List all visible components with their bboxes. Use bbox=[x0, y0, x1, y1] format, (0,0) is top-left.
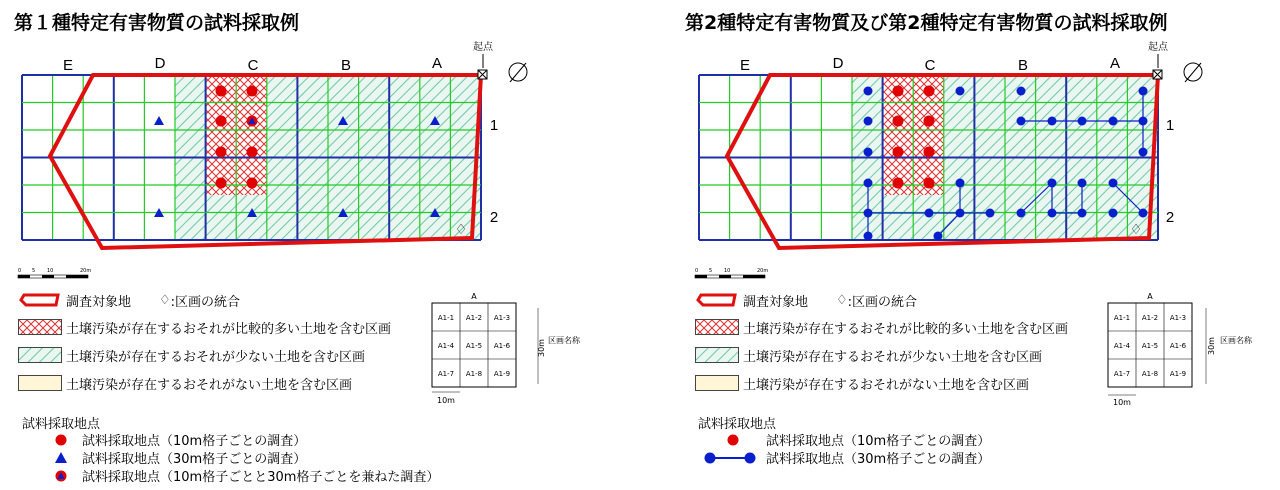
column-label: C bbox=[924, 57, 936, 74]
svg-text:A1-2: A1-2 bbox=[465, 314, 483, 322]
merge-icon: ♢ bbox=[1129, 222, 1143, 238]
svg-text:A1-1: A1-1 bbox=[1113, 314, 1131, 322]
svg-text:A1-7: A1-7 bbox=[1113, 370, 1131, 378]
sample-point-30m bbox=[1109, 117, 1118, 126]
sample-point-30m bbox=[956, 209, 965, 218]
column-label: B bbox=[1017, 57, 1029, 74]
svg-text:0: 0 bbox=[695, 268, 699, 274]
column-label: D bbox=[154, 55, 166, 72]
svg-text:A1-8: A1-8 bbox=[465, 370, 483, 378]
panel-type2 bbox=[640, 0, 1280, 490]
legend-high: 土壌汚染が存在するおそれが比較的多い土地を含む区画 bbox=[18, 317, 391, 337]
column-label: E bbox=[62, 57, 74, 74]
sample-point-30m bbox=[1078, 117, 1087, 126]
svg-text:A1-3: A1-3 bbox=[1169, 314, 1187, 322]
svg-text:A1-7: A1-7 bbox=[437, 370, 455, 378]
sample-point-30m bbox=[1017, 209, 1026, 218]
sample-point-30m bbox=[864, 232, 873, 241]
sample-point-10m bbox=[893, 116, 904, 127]
svg-text:A1-9: A1-9 bbox=[1169, 370, 1187, 378]
sample-point-30m bbox=[1048, 179, 1057, 188]
sample-point-10m bbox=[924, 116, 935, 127]
scale-bar bbox=[695, 268, 768, 278]
inset-grid bbox=[1108, 292, 1253, 407]
sample-point-30m bbox=[1139, 87, 1148, 96]
red-circle-icon bbox=[48, 433, 74, 447]
north-arrow-icon bbox=[509, 63, 527, 82]
points-title: 試料採取地点 bbox=[698, 417, 777, 432]
column-label: B bbox=[340, 57, 352, 74]
svg-text:20m: 20m bbox=[757, 268, 769, 274]
legend-none: 土壌汚染が存在するおそれがない土地を含む区画 bbox=[18, 373, 352, 393]
sample-point-10m bbox=[247, 86, 258, 97]
sample-point-30m bbox=[934, 232, 943, 241]
legend-site: 調査対象地 ♢ :区画の統合 bbox=[695, 290, 917, 310]
row-label: 1 bbox=[1165, 117, 1175, 134]
legend-point-10m: 試料採取地点（10m格子ごとの調査） bbox=[48, 430, 306, 449]
svg-text:A1-6: A1-6 bbox=[493, 342, 511, 350]
combined-point-icon bbox=[48, 469, 74, 483]
column-label: D bbox=[832, 55, 844, 72]
sample-point-30m bbox=[864, 87, 873, 96]
blue-triangle-icon bbox=[48, 451, 74, 465]
svg-text:5: 5 bbox=[709, 268, 713, 274]
sample-point-30m bbox=[1109, 179, 1118, 188]
sample-point-30m bbox=[1139, 148, 1148, 157]
scale-bar bbox=[18, 268, 91, 278]
legend-point-both: 試料採取地点（10m格子ごとと30m格子ごとを兼ねた調査） bbox=[48, 466, 439, 485]
sample-point-30m bbox=[1017, 117, 1026, 126]
sample-point-30m bbox=[1139, 209, 1148, 218]
merge-icon: ♢ bbox=[159, 292, 171, 308]
north-arrow-icon bbox=[1184, 63, 1202, 82]
sample-point-30m bbox=[1078, 209, 1087, 218]
inset-grid bbox=[432, 292, 581, 405]
red-circle-icon bbox=[700, 433, 760, 447]
legend-site: 調査対象地 ♢ :区画の統合 bbox=[18, 290, 240, 310]
sample-point-10m bbox=[924, 86, 935, 97]
svg-text:A1-9: A1-9 bbox=[493, 370, 511, 378]
sample-point-30m bbox=[864, 209, 873, 218]
legend-low: 土壌汚染が存在するおそれが少ない土地を含む区画 bbox=[695, 345, 1042, 365]
sample-point-30m bbox=[864, 117, 873, 126]
sample-point-30m bbox=[864, 148, 873, 157]
svg-text:A1-2: A1-2 bbox=[1141, 314, 1159, 322]
points-title: 試料採取地点 bbox=[22, 417, 101, 432]
svg-text:区画名称: 区画名称 bbox=[1220, 336, 1252, 345]
sample-point-30m bbox=[864, 179, 873, 188]
sample-point-30m bbox=[925, 209, 934, 218]
svg-text:A1-3: A1-3 bbox=[493, 314, 511, 322]
column-label: A bbox=[1109, 55, 1121, 72]
panel-title: 第１種特定有害物質の試料採取例 bbox=[14, 12, 300, 34]
svg-text:A1-5: A1-5 bbox=[1141, 342, 1159, 350]
sample-point-10m bbox=[893, 147, 904, 158]
sample-point-30m bbox=[1048, 117, 1057, 126]
svg-text:20m: 20m bbox=[80, 268, 92, 274]
row-label: 1 bbox=[489, 117, 499, 134]
row-label: 2 bbox=[1165, 209, 1175, 226]
sample-point-30m bbox=[1017, 87, 1026, 96]
column-label: A bbox=[431, 55, 443, 72]
sample-point-30m bbox=[154, 116, 164, 125]
svg-text:A1-5: A1-5 bbox=[465, 342, 483, 350]
sample-point-30m bbox=[956, 87, 965, 96]
sample-point-10m bbox=[924, 178, 935, 189]
svg-text:A: A bbox=[471, 292, 477, 301]
svg-text:10m: 10m bbox=[1113, 398, 1131, 407]
legend-point-10m: 試料採取地点（10m格子ごとの調査） bbox=[700, 430, 990, 449]
sample-point-10m bbox=[216, 86, 227, 97]
merge-icon: ♢ bbox=[836, 292, 848, 308]
svg-text:0: 0 bbox=[18, 268, 22, 274]
svg-text:30m: 30m bbox=[1207, 337, 1216, 355]
svg-text:A1-4: A1-4 bbox=[437, 342, 455, 350]
blue-composite-icon bbox=[700, 451, 760, 465]
sample-point-30m bbox=[956, 179, 965, 188]
legend-low: 土壌汚染が存在するおそれが少ない土地を含む区画 bbox=[18, 345, 365, 365]
start-label: 起点 bbox=[1148, 42, 1168, 53]
column-label: E bbox=[739, 57, 751, 74]
row-label: 2 bbox=[489, 209, 499, 226]
svg-text:10m: 10m bbox=[437, 396, 455, 405]
sample-point-30m bbox=[1078, 179, 1087, 188]
sample-point-30m bbox=[986, 209, 995, 218]
legend bbox=[695, 290, 1095, 400]
sample-point-combined bbox=[216, 116, 227, 127]
start-label: 起点 bbox=[473, 42, 493, 53]
svg-text:10: 10 bbox=[724, 268, 731, 274]
merge-icon: ♢ bbox=[454, 222, 468, 238]
svg-text:30m: 30m bbox=[537, 339, 546, 357]
sample-point-30m bbox=[1048, 209, 1057, 218]
svg-text:10: 10 bbox=[47, 268, 54, 274]
svg-text:A1-6: A1-6 bbox=[1169, 342, 1187, 350]
svg-text:A1-8: A1-8 bbox=[1141, 370, 1159, 378]
svg-text:A: A bbox=[1147, 292, 1153, 301]
panel-title: 第2種特定有害物質及び第2種特定有害物質の試料採取例 bbox=[685, 12, 1168, 34]
legend bbox=[18, 290, 418, 400]
sample-point-10m bbox=[893, 86, 904, 97]
sample-point-10m bbox=[247, 147, 258, 158]
sample-point-30m bbox=[1139, 117, 1148, 126]
legend-point-30m: 試料採取地点（30m格子ごとの調査） bbox=[700, 448, 990, 467]
sample-point-10m bbox=[893, 178, 904, 189]
svg-text:区画名称: 区画名称 bbox=[548, 336, 580, 345]
sample-point-30m bbox=[1109, 209, 1118, 218]
sample-point-10m bbox=[924, 147, 935, 158]
sample-point-10m bbox=[216, 178, 227, 189]
svg-text:A1-4: A1-4 bbox=[1113, 342, 1131, 350]
svg-text:A1-1: A1-1 bbox=[437, 314, 455, 322]
sample-point-10m bbox=[216, 147, 227, 158]
column-label: C bbox=[247, 57, 259, 74]
legend-none: 土壌汚染が存在するおそれがない土地を含む区画 bbox=[695, 373, 1029, 393]
legend-high: 土壌汚染が存在するおそれが比較的多い土地を含む区画 bbox=[695, 317, 1068, 337]
svg-text:5: 5 bbox=[32, 268, 36, 274]
legend-point-30m: 試料採取地点（30m格子ごとの調査） bbox=[48, 448, 306, 467]
sample-point-10m bbox=[247, 178, 258, 189]
